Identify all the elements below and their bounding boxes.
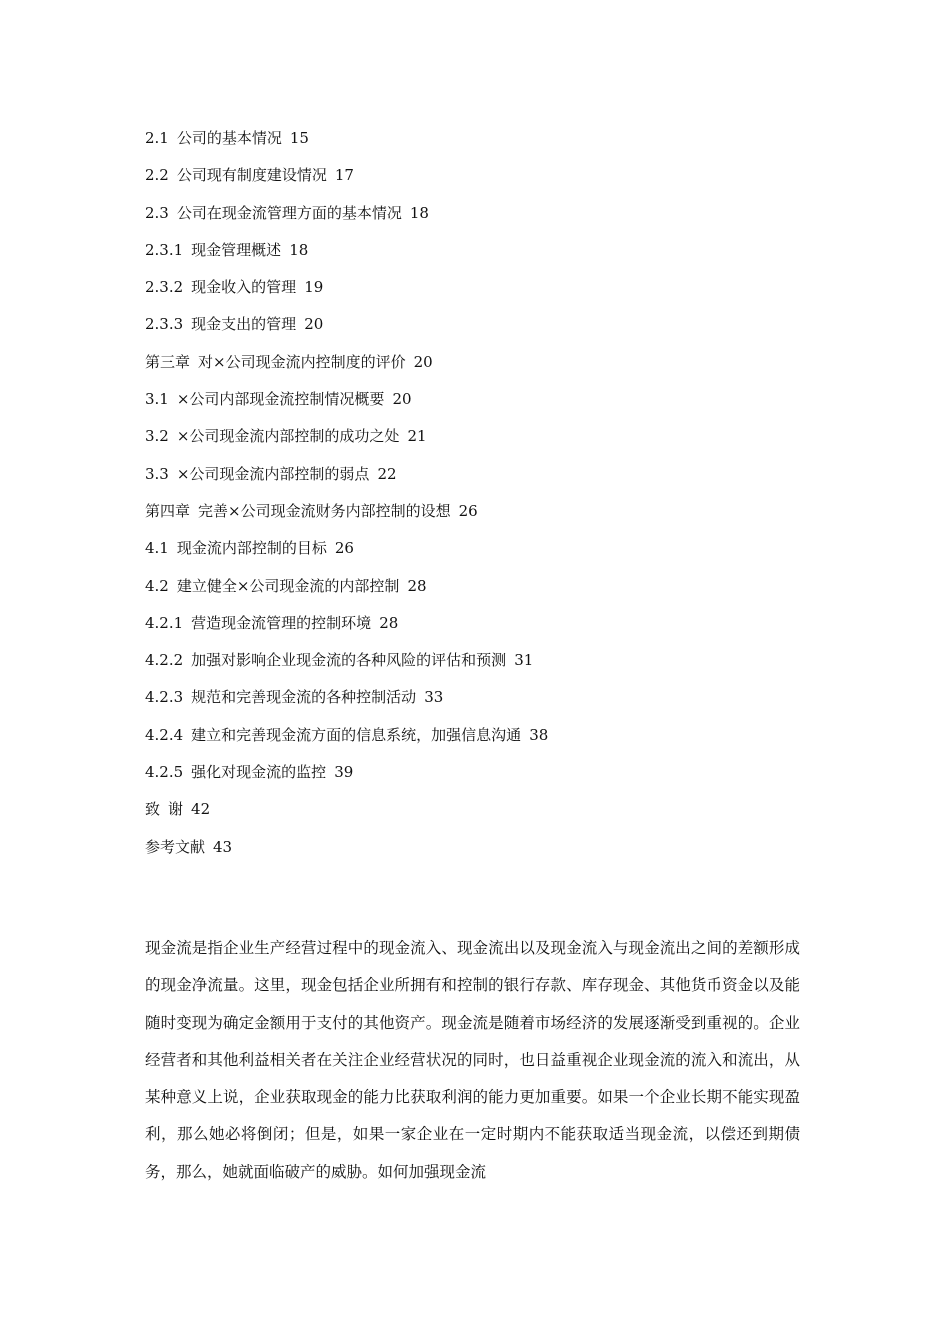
toc-title: 建立健全×公司现金流的内部控制 xyxy=(176,576,400,595)
toc-page-number: 42 xyxy=(191,800,211,819)
toc-entry xyxy=(145,201,805,238)
toc-entry xyxy=(145,574,805,611)
toc-title: ×公司现金流内部控制的成功之处 xyxy=(176,427,400,446)
toc-page-number: 26 xyxy=(458,501,478,520)
toc-page-number: 38 xyxy=(529,725,549,744)
toc-number: 2.3.1 xyxy=(145,240,184,259)
toc-page-number: 28 xyxy=(407,576,427,595)
table-of-contents xyxy=(145,126,805,872)
toc-title: 现金管理概述 xyxy=(191,240,282,259)
toc-page-number: 17 xyxy=(334,166,354,185)
toc-number: 2.3.2 xyxy=(145,278,184,297)
toc-number: 2.3.3 xyxy=(145,315,184,334)
toc-page-number: 20 xyxy=(304,315,324,334)
toc-number: 3.1 xyxy=(145,390,169,409)
toc-number: 2.1 xyxy=(145,129,169,147)
toc-number: 4.2 xyxy=(145,576,169,595)
toc-page-number: 15 xyxy=(289,129,309,147)
toc-number: 致 xyxy=(145,800,161,819)
toc-title: 谢 xyxy=(168,800,184,819)
toc-number: 2.2 xyxy=(145,166,169,185)
toc-page-number: 20 xyxy=(413,352,433,371)
toc-title: 参考文献 xyxy=(145,837,206,856)
toc-references-entry xyxy=(145,835,805,872)
toc-title: 营造现金流管理的控制环境 xyxy=(191,613,372,632)
toc-title: 加强对影响企业现金流的各种风险的评估和预测 xyxy=(191,651,507,670)
toc-entry xyxy=(145,462,805,499)
toc-entry xyxy=(145,163,805,200)
toc-page-number: 21 xyxy=(407,427,427,446)
body-paragraph: 现金流是指企业生产经营过程中的现金流入、现金流出以及现金流入与现金流出之间的差额形成的现金净流量。这里，现金包括企业所拥有和控制的银行存款、库存现金、其他货币资金以及能随时变现为确定金额用于支付的其他资产。现金流是随着市场经济的发展逐渐受到重视的。企业经营者和其他利益相关者在关注企业经营状况的同时，也日益重视企业现金流的流入和流出，从某种意义上说，企业获取现金的能力比获取利润的能力更加重要。如果一个企业长期不能实现盈利，那么她必将倒闭；但是，如果一家企业在一定时期内不能获取适当现金流，以偿还到期债务，那么，她就面临破产的威胁。如何加强现金流 xyxy=(145,939,800,1181)
toc-title: 对×公司现金流内控制度的评价 xyxy=(198,352,406,371)
toc-entry xyxy=(145,536,805,573)
toc-entry xyxy=(145,126,805,163)
toc-number: 4.2.3 xyxy=(145,688,184,707)
toc-chapter-entry xyxy=(145,499,805,536)
toc-title: 公司现有制度建设情况 xyxy=(176,166,327,185)
toc-number: 3.3 xyxy=(145,464,169,483)
toc-title: 公司在现金流管理方面的基本情况 xyxy=(176,203,402,222)
toc-title: ×公司现金流内部控制的弱点 xyxy=(176,464,370,483)
toc-entry xyxy=(145,685,805,722)
toc-number: 4.2.2 xyxy=(145,651,184,670)
toc-entry xyxy=(145,424,805,461)
toc-title: 规范和完善现金流的各种控制活动 xyxy=(191,688,417,707)
toc-number: 3.2 xyxy=(145,427,169,446)
toc-title: 现金支出的管理 xyxy=(191,315,297,334)
toc-number: 4.2.1 xyxy=(145,613,184,632)
toc-number: 4.2.4 xyxy=(145,725,184,744)
toc-page-number: 33 xyxy=(424,688,444,707)
toc-entry xyxy=(145,387,805,424)
toc-title: 现金收入的管理 xyxy=(191,278,297,297)
toc-entry xyxy=(145,611,805,648)
toc-title: 建立和完善现金流方面的信息系统，加强信息沟通 xyxy=(191,725,522,744)
toc-page-number: 20 xyxy=(392,390,412,409)
toc-number: 4.1 xyxy=(145,539,169,558)
toc-page-number: 43 xyxy=(213,837,233,856)
toc-title: 现金流内部控制的目标 xyxy=(176,539,327,558)
toc-page-number: 19 xyxy=(304,278,324,297)
toc-page-number: 28 xyxy=(379,613,399,632)
toc-title: 完善×公司现金流财务内部控制的设想 xyxy=(198,501,451,520)
toc-entry xyxy=(145,723,805,760)
toc-page-number: 18 xyxy=(289,240,309,259)
toc-title: 公司的基本情况 xyxy=(176,129,282,147)
toc-page-number: 22 xyxy=(377,464,397,483)
toc-page-number: 26 xyxy=(334,539,354,558)
toc-page-number: 31 xyxy=(514,651,534,670)
toc-title: 强化对现金流的监控 xyxy=(191,763,327,782)
toc-chapter-entry xyxy=(145,350,805,387)
toc-title: ×公司内部现金流控制情况概要 xyxy=(176,390,385,409)
toc-number: 第四章 xyxy=(145,501,191,520)
toc-entry xyxy=(145,275,805,312)
toc-number: 第三章 xyxy=(145,352,191,371)
toc-number: 4.2.5 xyxy=(145,763,184,782)
toc-acknowledgement-entry xyxy=(145,797,805,834)
toc-page-number: 39 xyxy=(334,763,354,782)
toc-entry xyxy=(145,760,805,797)
toc-number: 2.3 xyxy=(145,203,169,222)
toc-page-number: 18 xyxy=(409,203,429,222)
toc-entry xyxy=(145,648,805,685)
toc-entry xyxy=(145,238,805,275)
toc-entry xyxy=(145,312,805,349)
